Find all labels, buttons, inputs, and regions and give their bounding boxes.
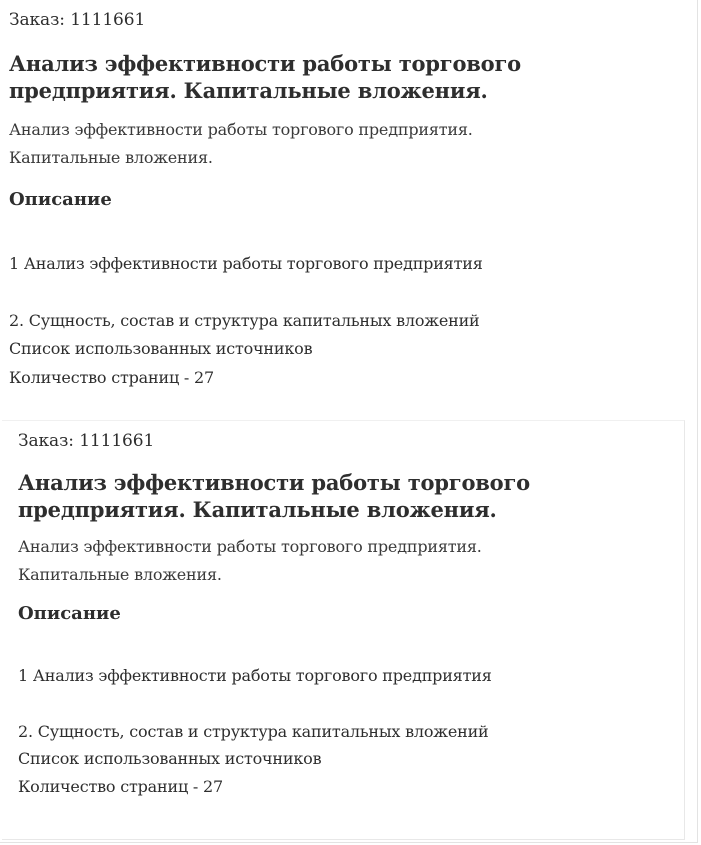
description-heading: Описание (18, 603, 121, 624)
order-number: Заказ: 1111661 (18, 431, 155, 451)
order-title-line: Анализ эффективности работы торгового (9, 51, 521, 76)
description-item: Список использованных источников (18, 749, 322, 768)
order-title-line: предприятия. Капитальные вложения. (9, 78, 488, 103)
description-item: 2. Сущность, состав и структура капитальных вложений (18, 722, 489, 741)
order-title (18, 469, 530, 523)
order-card-2 (2, 420, 685, 840)
order-subtitle-line: Капитальные вложения. (18, 565, 222, 584)
description-item: 1 Анализ эффективности работы торгового предприятия (9, 254, 483, 273)
description-item: Количество страниц - 27 (9, 368, 214, 387)
description-item: Количество страниц - 27 (18, 777, 223, 796)
description-item: 1 Анализ эффективности работы торгового предприятия (18, 666, 492, 685)
order-title-line: предприятия. Капитальные вложения. (18, 497, 497, 522)
order-subtitle (18, 533, 482, 589)
order-subtitle-line: Капитальные вложения. (9, 148, 213, 167)
description-heading: Описание (9, 189, 112, 210)
order-title-line: Анализ эффективности работы торгового (18, 470, 530, 495)
order-subtitle-line: Анализ эффективности работы торгового предприятия. (9, 120, 473, 139)
order-subtitle-line: Анализ эффективности работы торгового предприятия. (18, 537, 482, 556)
order-number: Заказ: 1111661 (9, 10, 146, 30)
order-subtitle (9, 116, 473, 172)
order-title (9, 50, 521, 104)
description-item: Список использованных источников (9, 339, 313, 358)
description-item: 2. Сущность, состав и структура капитальных вложений (9, 311, 480, 330)
